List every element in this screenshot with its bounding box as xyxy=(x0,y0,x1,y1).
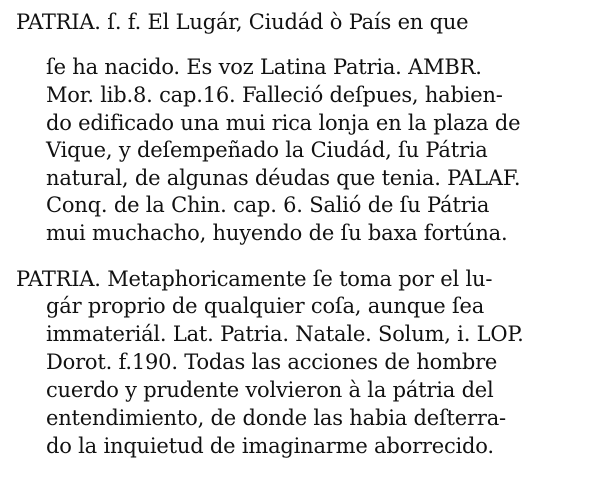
text-line-1: PATRIA. ſ. f. El Lugár, Ciudád ò País en que xyxy=(16,10,469,34)
text-line-8: mui muchacho, huyendo de ſu baxa fortúna. xyxy=(46,221,508,245)
text-line-10: PATRIA. Metaphoricamente ſe toma por el lu- xyxy=(16,267,493,291)
text-line-4: do edificado una mui rica lonja en la plaza de xyxy=(46,111,521,135)
text-line-15: entendimiento, de donde las habia deſterra- xyxy=(46,406,506,430)
text-line-2: ſe ha nacido. Es voz Latina Patria. AMBR. xyxy=(46,55,482,79)
text-line-14: cuerdo y prudente volvieron à la pátria del xyxy=(46,378,494,402)
text-line-13: Dorot. f.190. Todas las acciones de hombre xyxy=(46,350,498,374)
text-line-12: immateriál. Lat. Patria. Natale. Solum, i. LOP. xyxy=(46,322,524,346)
text-line-16: do la inquietud de imaginarme aborrecido. xyxy=(46,434,494,458)
text-line-6: natural, de algunas déudas que tenia. PALAF. xyxy=(46,166,521,190)
text-line-5: Vique, y deſempeñado la Ciudád, ſu Pátria xyxy=(46,138,488,162)
text-line-3: Mor. lib.8. cap.16. Falleció deſpues, habien- xyxy=(46,83,503,107)
text-line-7: Conq. de la Chin. cap. 6. Salió de ſu Pátria xyxy=(46,193,490,217)
text-line-11: gár proprio de qualquier coſa, aunque ſea xyxy=(46,294,485,318)
